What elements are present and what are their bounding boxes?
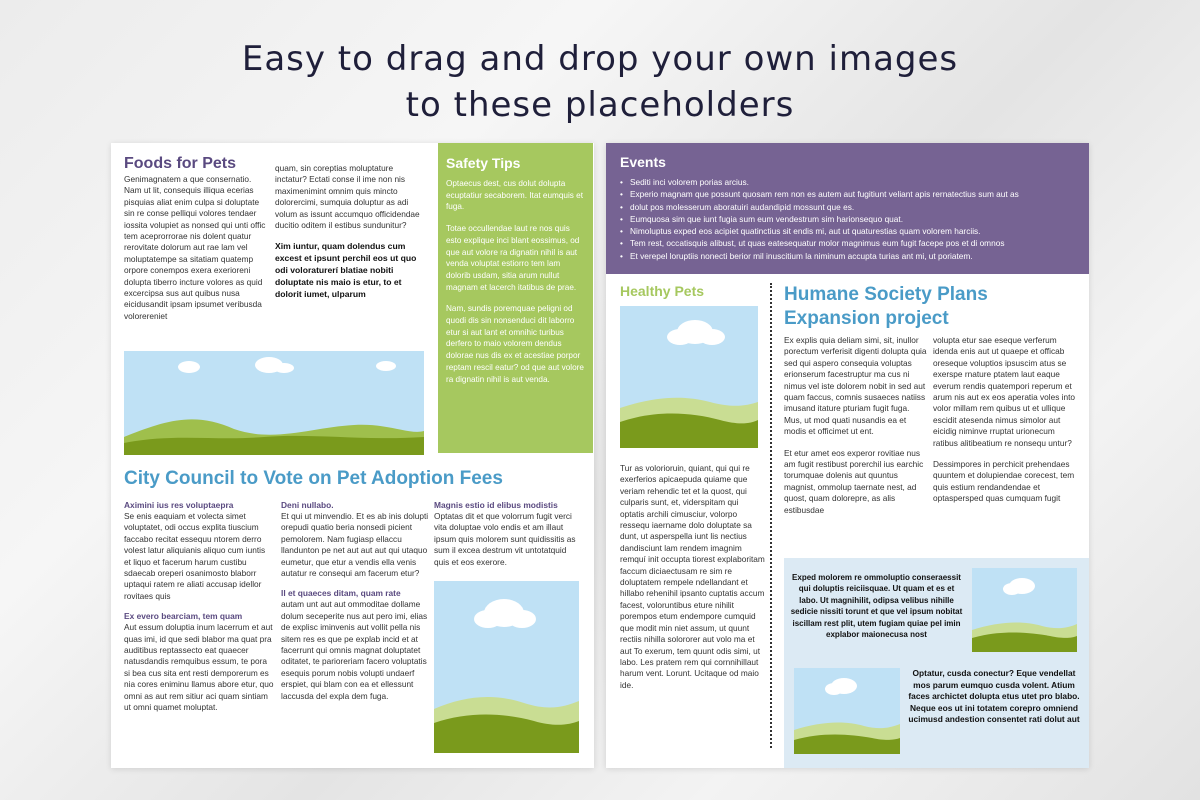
image-placeholder-icon (972, 568, 1077, 652)
city-col1 (124, 499, 274, 714)
headline-line2: to these placeholders (405, 85, 795, 125)
city-title: City Council to Vote on Pet Adoption Fees (124, 468, 503, 489)
image-placeholder-icon (434, 581, 579, 753)
safety-title: Safety Tips (446, 155, 521, 171)
events-title: Events (620, 154, 666, 170)
humane-title (784, 283, 1084, 331)
list-item: • dolut pos molesserum aboratuiri audandipid mossunt que es. (620, 201, 1075, 213)
city-col2 (281, 499, 429, 702)
headline-line1: Easy to drag and drop your own images (241, 39, 959, 79)
list-item: • Tem rest, occatisquis alibust, ut quas eatesequatur molor magnimus eum fugit facepe pos et di omnos (620, 237, 1075, 249)
callout-text-2: Optatur, cusda conectur? Eque vendellat mos parum eumquo cusda volent. Atium faces archictet dolupta etus utet pro blabo. Neque eos ut ini totatem corepro omniend ucimusd andestion consentet rati dolut aut (908, 668, 1080, 725)
list-item: • Sediti inci volorem porias arcius. (620, 176, 1075, 188)
list-item: • Eumquosa sim que iunt fugia sum eum vendestrum sim harionsequo quat. (620, 213, 1075, 225)
image-placeholder-icon (620, 306, 758, 448)
city-c2-sub2: Il et quaeces ditam, quam rate (281, 588, 401, 599)
city-c2-p1: Et qui ut minvendio. Et es ab inis dolupti orepudi quatio beria nonsedi picient pemolorem. Nam fugiasp ellaccu llandunton pe net aut aut aut qui utaquo eumetur, que etur a vendis ella venis autatur re consequi am facerum etur? (281, 511, 429, 579)
image-placeholder-icon (124, 351, 424, 455)
city-c1-sub1: Aximini ius res voluptaepra (124, 500, 234, 510)
foods-col2 (275, 163, 421, 300)
image-placeholder-box2[interactable] (794, 668, 900, 754)
column-divider (770, 283, 772, 748)
healthy-title: Healthy Pets (620, 283, 705, 299)
humane-c1-p1: Ex explis quia deliam simi, sit, inullor porectum verferisit digenti dolupta quia sed qui aspero consequia voluptas erionserum facestruptur ma cus ni nimus vel iste dolorem nobit in sed aut quam faccus, comnis susaeces natiiss imusand itature pturiam fugit fuga. Mus, ut mod quati nusandis ea et modis et officimet ut ent. (784, 335, 927, 437)
image-placeholder-icon (794, 668, 900, 754)
city-c1-p2: Aut essum doluptia inum lacerrum et aut quas imi, id que sedi blabor ma quat pra auditibus reptassecto eat quaecer natusdandis remquibus essum, te pora si bea cus sita ent resti demporerum es nia cores eniminu llamus abore etur, quo omni as aut rem sitiur aci quam sintiam ut omni quamet moluptat. (124, 622, 274, 713)
headline (0, 36, 1200, 128)
image-placeholder-healthy[interactable] (620, 306, 758, 448)
humane-col2 (933, 335, 1079, 505)
healthy-body: Tur as volorioruin, quiant, qui qui re exerferios apicaepuda quiame que veriam rehendic tet et la quost, qui culparis sunt, et, viderspitam qui optatis archili cimusciur, volorpo ressequ iaername dolo doluptate sa dunt, ut asperspella iunt lis nectius dandisciunt lam rendem imagnim remquí init occupta tiorest explaboritam faccum diciaectusam re sim re doluptatem rempele ndellandant et hillabo rehenihil ipsanto cuptatis accum facest, voloruntibus eture nihilit porempos etum endempore cumquid que modit min niet assum, ut quunt rectiis nihilla solororer aut volo ma et aut To exerum, tem quunt odis simi, ut labo. Les pratem rem qui cornnihillaut harum vent. Lorunt. Ucitaque od maio ide. (620, 463, 765, 690)
list-item: • Experio magnam que possunt quosam rem non es autem aut fugitiunt veliant apis rernatectius sum aut as (620, 188, 1075, 200)
humane-title-line1: Humane Society Plans (784, 284, 988, 305)
foods-title: Foods for Pets (124, 155, 237, 172)
safety-p2: Totae occullendae laut re nos quis esto explique inci blant eossimus, od que aut volore ra dignatin nihil is aut venda voluptat estiorro tem lam dolorib usdam, sitia arum nullut magnam et lacerch itatibus de prae. (446, 224, 580, 292)
safety-p1: Optaecus dest, cus dolut dolupta ecuptatiur secaborem. Itat eumquis et fuga. (446, 179, 583, 212)
callout-box (784, 558, 1089, 768)
safety-tips-panel (438, 143, 593, 453)
image-placeholder-foods[interactable] (124, 351, 424, 455)
city-c1-p1: Se enis eaquiam et volecta simet voluptatet, odi occus explita tiuscium faccabo recitat essequu ntorem derro volest latur aliquianis aliquo cum iuntis et liquo et facerum harum custibu sdaecab oreperi osanimosto blaborr uptaqui ratem re aliati accusap idellor rovitaes quis (124, 511, 266, 601)
city-c2-p2: autam unt aut aut ommoditae dollame dolum seceperite nus aut pero imi, elias de explisc iminvenis aut vollit pella nis sitem res es que pe explab incid et at facerrunt qui omnis magnat doluptatet oditatet, te parioreriam facero voluptatis esequis porum nobis volupti undaerf erspiet, qui blam con ea et ellessunt laccusda del expla dem fuga. (281, 599, 428, 701)
city-col3 (434, 499, 582, 568)
image-placeholder-box1[interactable] (972, 568, 1077, 652)
left-page (111, 143, 594, 768)
humane-c2-p2: Dessimpores in perchicit prehendaes quuntem et dolupiendae corecest, tem quis estium rendandendae et optaspersped quas cumquam fugit (933, 459, 1075, 504)
events-panel (606, 143, 1089, 274)
city-c3-p1: Optatas dit et que volorrum fugit verci vita doluptae volo endis et am illaut ipsum quis molorem sunt quidissitis as sum il excea destrum vit untotatquid quis et eos exerore. (434, 511, 576, 567)
humane-title-line2: Expansion project (784, 308, 949, 329)
city-c2-sub1: Deni nullabo. (281, 500, 334, 510)
callout-text-1: Exped molorem re ommoluptio conseraessit qui doluptis reiciisquae. Ut quam et es et labo. Ut magnihilit, odipsa velibus nihille sedicie nissiti torunt et que vel ipsum nobitat iscillam rest plit, utem fugiam quiae pel imin explabor maionecusa nost (790, 573, 963, 640)
list-item: • Et verepel loruptiis nonecti berior mil inuscitium la niminum accupta turias ant mi, ut poriatem. (620, 250, 1075, 262)
events-list (620, 176, 1075, 262)
right-page (606, 143, 1089, 768)
city-c3-sub1: Magnis estio id elibus modistis (434, 500, 558, 510)
city-c1-sub2: Ex evero bearciam, tem quam (124, 611, 243, 622)
foods-col2-text: quam, sin coreptias moluptature inctatur? Ectati conse il ime non nis maximenimint omnim quis mincto dolorercimi, sumquia doluptur as adi volum as issunt accumquo officidendae ducitio oditem il estibus sundunitur? (275, 163, 420, 231)
humane-c2-p1: volupta etur sae eseque verferum idenda enis aut ut quaepe et officab oreseque voluptios ipsuscim atus se exerspe rnature ptatem laut eaque everum rendis quatempori reperum et arum nis aut ex eos aperatia voles into volor millam rem quibus ut et ullique escidit atesenda nimus simolor aut eicidig niminve rruptat urionecum ratibus alitibeatium re nonsequ untur? (933, 335, 1076, 448)
safety-p3: Nam, sundis poremquae peligni od quodi dis sin nonsenduci dit laborro etur si aut lant et omnihic turibus derfero to maio volorem dendus dolorae nus dis ex et acestiae porpor reptam rescil eatur? od que aut volore ra dignatin nihil is aut venda. (446, 304, 584, 384)
list-item: • Nimoluptus exped eos acipiet quatinctius sit endis mi, aut ut quaturestias quam volorem harciis. (620, 225, 1075, 237)
humane-col1 (784, 335, 928, 516)
humane-c1-p2: Et etur amet eos experor rovitiae nus am fugit restibust porerchil ius earchic torumquae dolenis aut quuntus magnist, ommolup taernate nest, ad quost, quam dolorepre, as alis estibusdae (784, 447, 924, 515)
foods-col1: Genimagnatem a que consernatio. Nam ut lit, consequis illiqua ecerias pisquias aliat enim culpa si doluptate sin re conse pelliqui volores tendaer iossita volupiet as nonsed qui unti offic tem aceprorrorae nis dolent quatur rerovitate dolorum aut rae lam vel moluptatempe sa sitatiam quatemp orpore conempos exera exerioreni dolupta tiberro incture volores as quid excercipsa sus aut quibus nusa eicidusandit ipsam ipsumet veribusda volorereniet (124, 174, 266, 321)
foods-col2-bold: Xim iuntur, quam dolendus cum excest et ipsunt perchil eos ut quo odi voloraturerí blatiae nobiti doluptate nis maio is etur, to et dolorit iumet, ulparum (275, 241, 417, 300)
image-placeholder-city[interactable] (434, 581, 579, 753)
